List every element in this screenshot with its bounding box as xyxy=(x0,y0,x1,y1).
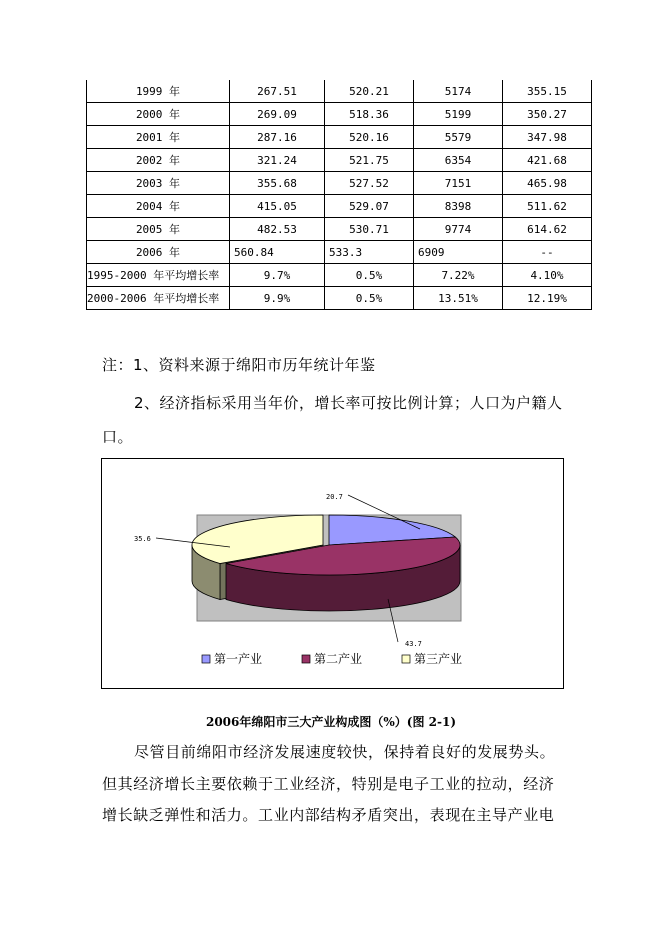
table-cell: -- xyxy=(503,241,592,264)
note-line-3: 口。 xyxy=(102,428,134,446)
table-cell: 347.98 xyxy=(503,126,592,149)
table-cell: 520.21 xyxy=(325,80,414,103)
table-cell: 520.16 xyxy=(325,126,414,149)
table-cell: 421.68 xyxy=(503,149,592,172)
table-cell: 5174 xyxy=(414,80,503,103)
data-label-3: 35.6 xyxy=(134,535,151,543)
table-row xyxy=(87,218,592,241)
table-cell: 287.16 xyxy=(230,126,325,149)
table-row xyxy=(87,195,592,218)
table-cell: 0.5% xyxy=(325,287,414,310)
table-cell: 9774 xyxy=(414,218,503,241)
table-cell: 560.84 xyxy=(230,241,325,264)
pie-chart xyxy=(102,459,563,688)
note-line-1: 注：1、资料来源于绵阳市历年统计年鉴 xyxy=(102,356,376,374)
table-cell: 13.51% xyxy=(414,287,503,310)
table-cell: 614.62 xyxy=(503,218,592,241)
table-cell: 0.5% xyxy=(325,264,414,287)
table-cell: 4.10% xyxy=(503,264,592,287)
table-cell: 2001 年 xyxy=(87,126,230,149)
chart-caption: 2006年绵阳市三大产业构成图（%）(图 2-1) xyxy=(205,715,456,729)
table-cell: 1999 年 xyxy=(87,80,230,103)
legend-swatch-2 xyxy=(302,655,310,663)
table-cell: 415.05 xyxy=(230,195,325,218)
table-cell: 6354 xyxy=(414,149,503,172)
table-row xyxy=(87,103,592,126)
table-cell: 529.07 xyxy=(325,195,414,218)
table-cell: 267.51 xyxy=(230,80,325,103)
legend-swatch-1 xyxy=(202,655,210,663)
table-cell: 9.7% xyxy=(230,264,325,287)
table-cell: 355.15 xyxy=(503,80,592,103)
table-row-average xyxy=(87,287,592,310)
table-cell: 521.75 xyxy=(325,149,414,172)
legend-label-2: 第二产业 xyxy=(314,652,363,666)
legend-swatch-3 xyxy=(402,655,410,663)
table-cell: 5579 xyxy=(414,126,503,149)
table-cell: 9.9% xyxy=(230,287,325,310)
table-cell: 7.22% xyxy=(414,264,503,287)
table-row-average xyxy=(87,264,592,287)
legend-label-3: 第三产业 xyxy=(414,652,463,666)
table-cell: 482.53 xyxy=(230,218,325,241)
table-cell: 12.19% xyxy=(503,287,592,310)
table-cell: 530.71 xyxy=(325,218,414,241)
table-cell: 2005 年 xyxy=(87,218,230,241)
table-cell: 2002 年 xyxy=(87,149,230,172)
data-label-1: 20.7 xyxy=(326,493,343,501)
statistics-table xyxy=(86,80,592,310)
table-cell: 355.68 xyxy=(230,172,325,195)
table-cell: 350.27 xyxy=(503,103,592,126)
table-cell: 321.24 xyxy=(230,149,325,172)
table-cell: 2000-2006 年平均增长率 xyxy=(87,287,230,310)
table-cell: 518.36 xyxy=(325,103,414,126)
pie-chart-frame xyxy=(101,458,564,689)
paragraph-line-3: 增长缺乏弹性和活力。工业内部结构矛盾突出，表现在主导产业电 xyxy=(102,806,555,824)
table-cell: 2003 年 xyxy=(87,172,230,195)
table-cell: 533.3 xyxy=(325,241,414,264)
table-cell: 1995-2000 年平均增长率 xyxy=(87,264,230,287)
table-cell: 527.52 xyxy=(325,172,414,195)
paragraph-line-1: 尽管目前绵阳市经济发展速度较快，保持着良好的发展势头。 xyxy=(134,743,556,761)
table-cell: 2004 年 xyxy=(87,195,230,218)
note-line-2: 2、经济指标采用当年价，增长率可按比例计算；人口为户籍人 xyxy=(134,394,563,412)
data-label-2: 43.7 xyxy=(405,640,422,648)
legend-label-1: 第一产业 xyxy=(214,652,263,666)
table-cell: 6909 xyxy=(414,241,503,264)
table-row xyxy=(87,241,592,264)
table-cell: 5199 xyxy=(414,103,503,126)
table-row xyxy=(87,149,592,172)
table-row xyxy=(87,80,592,103)
table-cell: 2006 年 xyxy=(87,241,230,264)
table-cell: 269.09 xyxy=(230,103,325,126)
table-cell: 511.62 xyxy=(503,195,592,218)
table-cell: 7151 xyxy=(414,172,503,195)
table-row xyxy=(87,126,592,149)
table-cell: 8398 xyxy=(414,195,503,218)
paragraph-line-2: 但其经济增长主要依赖于工业经济，特别是电子工业的拉动，经济 xyxy=(102,775,555,793)
table-cell: 2000 年 xyxy=(87,103,230,126)
table-cell: 465.98 xyxy=(503,172,592,195)
table-row xyxy=(87,172,592,195)
